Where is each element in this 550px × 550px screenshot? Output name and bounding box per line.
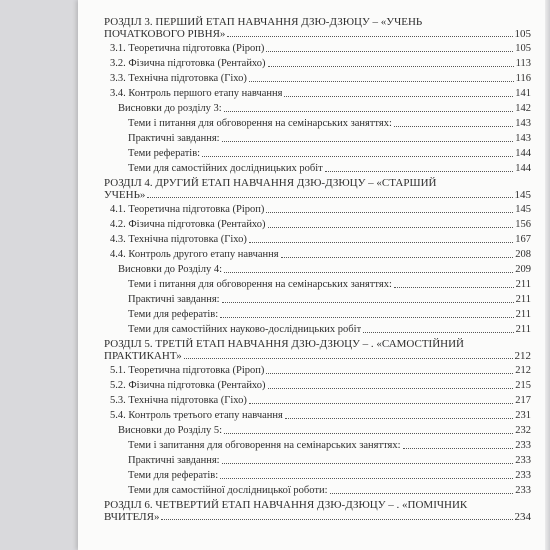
dot-leader [249, 403, 513, 404]
toc-entry[interactable] [104, 70, 531, 85]
page-number: 143 [515, 118, 531, 129]
dot-leader [363, 332, 513, 333]
toc-entry[interactable] [104, 437, 531, 452]
page-number: 232 [515, 425, 531, 436]
toc-entry[interactable] [104, 55, 531, 70]
toc-entry-label: Теми рефератів: [128, 148, 201, 159]
page-number: 217 [515, 395, 531, 406]
dot-leader [325, 171, 514, 172]
dot-leader [202, 156, 513, 157]
page-number: 211 [515, 324, 531, 335]
page-number: 145 [515, 204, 531, 215]
dot-leader [285, 418, 513, 419]
toc-entry-label: 4.1. Теоретична підготовка (Ріроп) [110, 204, 265, 215]
toc-entry-label: 5.1. Теоретична підготовка (Ріроп) [110, 365, 265, 376]
book-page [78, 0, 550, 550]
toc-entry-label: 4.3. Технічна підготовка (Гіхо) [110, 234, 247, 245]
toc-entry-label: Практичні завдання: [128, 133, 220, 144]
page-number: 143 [515, 133, 531, 144]
page-number: 144 [515, 163, 531, 174]
table-of-contents [104, 14, 531, 523]
toc-entry-label: Теми для самостійної дослідницької роботи: [128, 485, 328, 496]
dot-leader [268, 388, 514, 389]
dot-leader [224, 111, 514, 112]
section-title-line: РОЗДІЛ 5. ТРЕТІЙ ЕТАП НАВЧАННЯ ДЗЮ-ДЗЮЦУ – . «САМОСТІЙНИЙ [104, 338, 464, 350]
page-number: 105 [514, 28, 531, 40]
page-number: 212 [514, 350, 531, 362]
toc-entry[interactable] [104, 216, 531, 231]
dot-leader [147, 197, 512, 198]
toc-entry[interactable] [104, 452, 531, 467]
page-edge [545, 0, 550, 550]
dot-leader [394, 287, 514, 288]
toc-entry[interactable] [104, 40, 531, 55]
page-number: 208 [515, 249, 531, 260]
toc-entry-label: 3.1. Теоретична підготовка (Ріроп) [110, 43, 265, 54]
toc-entry-label: 5.3. Технічна підготовка (Гіхо) [110, 395, 247, 406]
toc-entry[interactable] [104, 160, 531, 175]
toc-entry[interactable] [104, 306, 531, 321]
toc-entry[interactable] [104, 276, 531, 291]
page-number: 116 [515, 73, 531, 84]
toc-entry[interactable] [104, 291, 531, 306]
toc-entry[interactable] [104, 467, 531, 482]
toc-section-heading[interactable] [104, 499, 531, 523]
section-title-line: РОЗДІЛ 6. ЧЕТВЕРТИЙ ЕТАП НАВЧАННЯ ДЗЮ-ДЗЮЦУ – . «ПОМІЧНИК [104, 499, 468, 511]
toc-entry[interactable] [104, 392, 531, 407]
dot-leader [249, 242, 513, 243]
page-number: 211 [515, 294, 531, 305]
toc-entry[interactable] [104, 246, 531, 261]
dot-leader [222, 302, 514, 303]
toc-entry-label: Теми і питання для обговорення на семінарських заняттях: [128, 279, 392, 290]
dot-leader [266, 373, 513, 374]
toc-entry[interactable] [104, 377, 531, 392]
page-number: 145 [514, 189, 531, 201]
dot-leader [403, 448, 514, 449]
page-number: 211 [515, 309, 531, 320]
dot-leader [224, 433, 513, 434]
toc-entry-label: Практичні завдання: [128, 455, 220, 466]
page-number: 141 [515, 88, 531, 99]
toc-entry-label: Теми і запитання для обговорення на семінарських заняттях: [128, 440, 401, 451]
dot-leader [281, 257, 514, 258]
page-number: 113 [515, 58, 531, 69]
section-title-line: РОЗДІЛ 4. ДРУГИЙ ЕТАП НАВЧАННЯ ДЗЮ-ДЗЮЦУ – «СТАРШИЙ [104, 177, 437, 189]
toc-entry[interactable] [104, 321, 531, 336]
toc-entry-label: 4.4. Контроль другого етапу навчання [110, 249, 279, 260]
toc-entry-label: 5.2. Фізична підготовка (Рентайхо) [110, 380, 266, 391]
toc-section-heading[interactable] [104, 177, 531, 201]
toc-entry[interactable] [104, 261, 531, 276]
dot-leader [222, 463, 514, 464]
page-number: 233 [515, 455, 531, 466]
page-number: 142 [515, 103, 531, 114]
toc-entry[interactable] [104, 145, 531, 160]
dot-leader [222, 141, 514, 142]
toc-entry-label: 4.2. Фізична підготовка (Рентайхо) [110, 219, 266, 230]
toc-entry[interactable] [104, 231, 531, 246]
page-number: 211 [515, 279, 531, 290]
toc-entry-label: Висновки до розділу 3: [118, 103, 222, 114]
dot-leader [227, 36, 512, 37]
toc-entry-label: Висновки до Розділу 5: [118, 425, 223, 436]
page-number: 233 [515, 470, 531, 481]
dot-leader [284, 96, 513, 97]
section-title-line: РОЗДІЛ 3. ПЕРШИЙ ЕТАП НАВЧАННЯ ДЗЮ-ДЗЮЦУ – «УЧЕНЬ [104, 16, 423, 28]
dot-leader [249, 81, 514, 82]
page-number: 156 [515, 219, 531, 230]
toc-entry-label: 3.4. Контроль першого етапу навчання [110, 88, 283, 99]
section-title-line: ПРАКТИКАНТ» [104, 350, 182, 362]
dot-leader [394, 126, 513, 127]
toc-entry[interactable] [104, 201, 531, 216]
page-number: 212 [515, 365, 531, 376]
toc-entry-label: 3.3. Технічна підготовка (Гіхо) [110, 73, 247, 84]
dot-leader [220, 317, 514, 318]
section-title-line: УЧЕНЬ» [104, 189, 146, 201]
page-number: 231 [515, 410, 531, 421]
dot-leader [161, 519, 512, 520]
page-number: 144 [515, 148, 531, 159]
toc-entry[interactable] [104, 482, 531, 497]
toc-entry-label: Теми для рефератів: [128, 470, 219, 481]
toc-entry-label: Теми для рефератів: [128, 309, 219, 320]
dot-leader [220, 478, 513, 479]
dot-leader [330, 493, 514, 494]
page-number: 209 [515, 264, 531, 275]
dot-leader [184, 358, 513, 359]
toc-entry-label: 3.2. Фізична підготовка (Рентайхо) [110, 58, 266, 69]
section-title-line: ПОЧАТКОВОГО РІВНЯ» [104, 28, 226, 40]
dot-leader [224, 272, 513, 273]
toc-entry[interactable] [104, 362, 531, 377]
toc-entry-label: 5.4. Контроль третього етапу навчання [110, 410, 283, 421]
section-title-line: ВЧИТЕЛЯ» [104, 511, 160, 523]
toc-entry-label: Теми для самостійних науково-дослідницьких робіт [128, 324, 362, 335]
dot-leader [268, 66, 514, 67]
toc-entry[interactable] [104, 407, 531, 422]
toc-entry[interactable] [104, 115, 531, 130]
dot-leader [268, 227, 514, 228]
toc-entry[interactable] [104, 130, 531, 145]
page-number: 105 [515, 43, 531, 54]
toc-entry-label: Висновки до Розділу 4: [118, 264, 223, 275]
toc-entry[interactable] [104, 422, 531, 437]
dot-leader [266, 212, 513, 213]
page-number: 233 [515, 440, 531, 451]
toc-entry[interactable] [104, 100, 531, 115]
toc-entry-label: Теми і питання для обговорення на семінарських заняттях: [128, 118, 392, 129]
page-number: 167 [515, 234, 531, 245]
dot-leader [266, 51, 513, 52]
page-number: 215 [515, 380, 531, 391]
toc-entry-label: Практичні завдання: [128, 294, 220, 305]
toc-entry[interactable] [104, 85, 531, 100]
toc-section-heading[interactable] [104, 338, 531, 362]
toc-entry-label: Теми для самостійних дослідницьких робіт [128, 163, 323, 174]
toc-section-heading[interactable] [104, 16, 531, 40]
page-number: 233 [515, 485, 531, 496]
page-number: 234 [514, 511, 531, 523]
